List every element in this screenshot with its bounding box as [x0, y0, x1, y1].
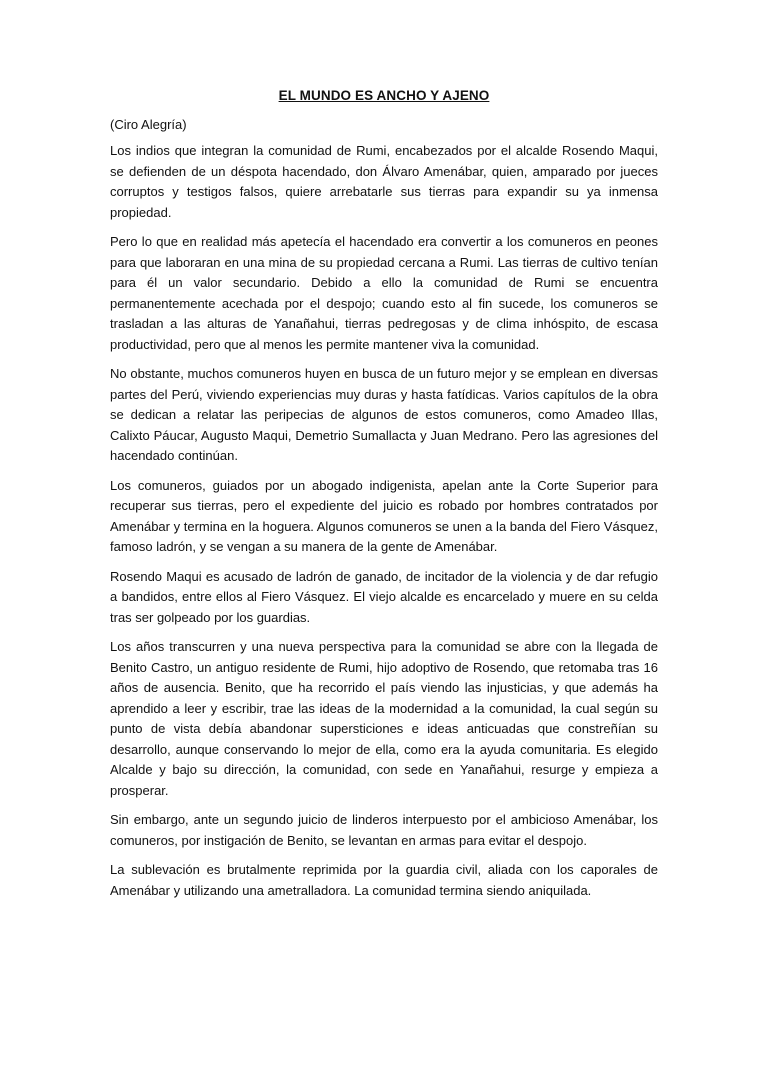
- paragraph-4: Los comuneros, guiados por un abogado indigenista, apelan ante la Corte Superior para recuperar sus tierras, pero el expediente del juicio es robado por hombres contratados por Amenábar y termina en la hoguera. Algunos comuneros se unen a la banda del Fiero Vásquez, famoso ladrón, y se vengan a su manera de la gente de Amenábar.: [110, 477, 658, 554]
- document-author: (Ciro Alegría): [110, 117, 187, 132]
- paragraph-1: Los indios que integran la comunidad de Rumi, encabezados por el alcalde Rosendo Maqui, se defienden de un déspota hacendado, don Álvaro Amenábar, quien, amparado por jueces corruptos y testigos falsos, quiere arrebatarle sus tierras para expandir su ya inmensa propiedad.: [110, 143, 658, 220]
- document-title: EL MUNDO ES ANCHO Y AJENO: [278, 88, 490, 103]
- paragraph-3: No obstante, muchos comuneros huyen en busca de un futuro mejor y se emplean en diversas partes del Perú, viviendo experiencias muy duras y hasta fatídicas. Varios capítulos de la obra se dedican a relatar las peripecias de algunos de estos comuneros, como Amadeo Illas, Calixto Páucar, Augusto Maqui, Demetrio Sumallacta y Juan Medrano. Pero las agresiones del hacendado continúan.: [110, 366, 658, 463]
- paragraph-7: Sin embargo, ante un segundo juicio de linderos interpuesto por el ambicioso Amenábar, los comuneros, por instigación de Benito, se levantan en armas para evitar el despojo.: [110, 812, 658, 848]
- paragraph-2: Pero lo que en realidad más apetecía el hacendado era convertir a los comuneros en peones para que laboraran en una mina de su propiedad cercana a Rumi. Las tierras de cultivo tenían para él un valor secundario. Debido a ello la comunidad de Rumi se encuentra permanentemente acechada por el despojo; cuando esto al fin sucede, los comuneros se trasladan a las alturas de Yanañahui, tierras pedregosas y de clima inhóspito, de escasa productividad, pero que al menos les permite mantener viva la comunidad.: [110, 234, 658, 352]
- paragraph-8: La sublevación es brutalmente reprimida por la guardia civil, aliada con los caporales de Amenábar y utilizando una ametralladora. La comunidad termina siendo aniquilada.: [110, 862, 658, 898]
- document-page: [110, 88, 658, 910]
- paragraph-5: Rosendo Maqui es acusado de ladrón de ganado, de incitador de la violencia y de dar refugio a bandidos, entre ellos al Fiero Vásquez. El viejo alcalde es encarcelado y muere en su celda tras ser golpeado por los guardias.: [110, 568, 658, 625]
- paragraph-6: Los años transcurren y una nueva perspectiva para la comunidad se abre con la llegada de Benito Castro, un antiguo residente de Rumi, hijo adoptivo de Rosendo, que retomaba tras 16 años de ausencia. Benito, que ha recorrido el país viendo las injusticias, y que además ha aprendido a leer y escribir, trae las ideas de la modernidad a la comunidad, la cual según su punto de vista debía abandonar supersticiones e ideas anticuadas que constreñían su desarrollo, aunque conservando lo mejor de ella, como era la ayuda comunitaria. Es elegido Alcalde y bajo su dirección, la comunidad, con sede en Yanañahui, resurge y empieza a prosperar.: [110, 639, 658, 798]
